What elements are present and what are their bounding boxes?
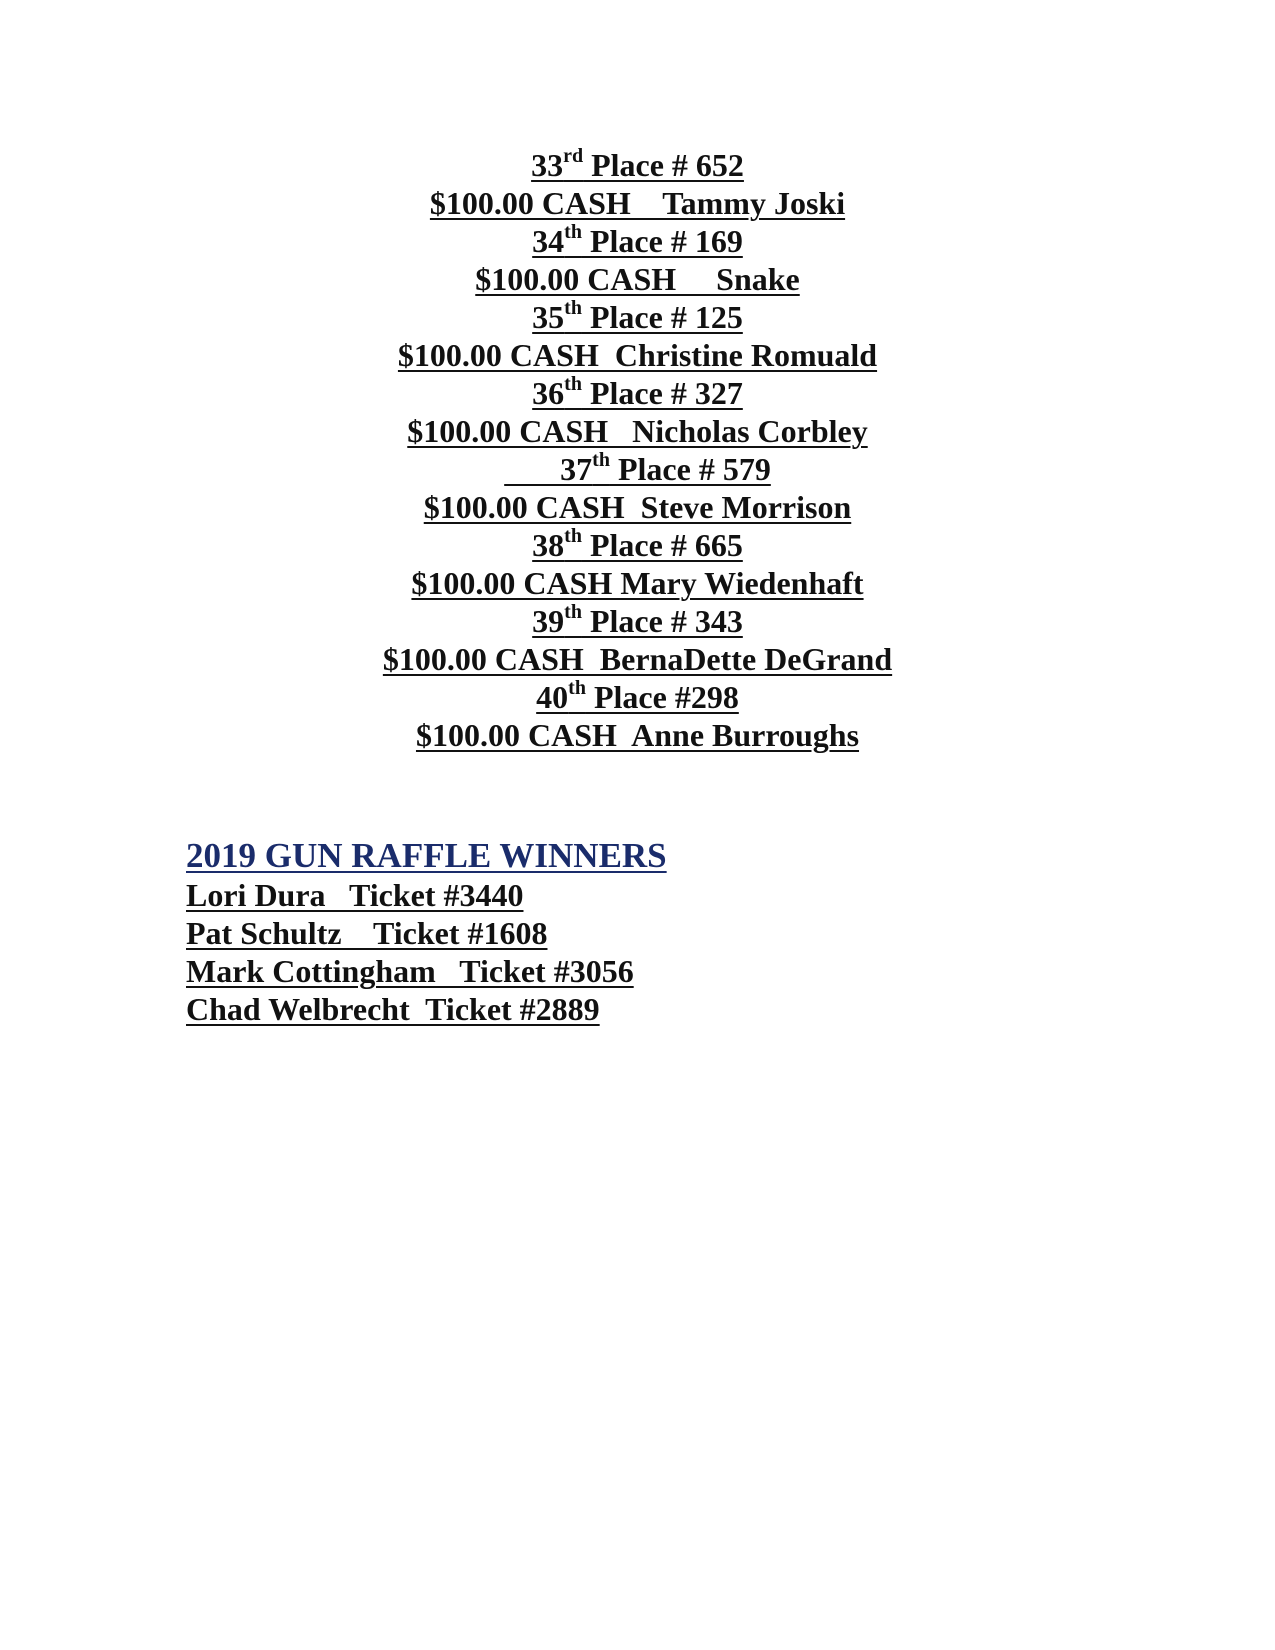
prize-winner: $100.00 CASH BernaDette DeGrand (382, 641, 893, 677)
prize-winner: $100.00 CASH Steve Morrison (423, 489, 852, 525)
place-heading: 33rd Place # 652 (531, 145, 744, 183)
raffle-winner: Lori Dura Ticket #3440 (186, 877, 524, 913)
prize-list (0, 146, 1275, 754)
prize-winner: $100.00 CASH Nicholas Corbley (407, 413, 868, 449)
place-heading: 34th Place # 169 (532, 221, 743, 259)
section-title: 2019 GUN RAFFLE WINNERS (186, 836, 667, 875)
prize-winner: $100.00 CASH Mary Wiedenhaft (411, 565, 864, 601)
place-heading: 37th Place # 579 (504, 449, 771, 487)
place-heading: 38th Place # 665 (532, 525, 743, 563)
prize-winner: $100.00 CASH Anne Burroughs (415, 717, 860, 753)
place-heading: 39th Place # 343 (532, 601, 743, 639)
raffle-winner: Mark Cottingham Ticket #3056 (186, 953, 634, 989)
prize-winner: $100.00 CASH Snake (475, 261, 800, 297)
raffle-winner: Chad Welbrecht Ticket #2889 (186, 991, 600, 1027)
place-heading: 35th Place # 125 (532, 297, 743, 335)
place-heading: 36th Place # 327 (532, 373, 743, 411)
gun-raffle-section (186, 836, 667, 1028)
prize-winner: $100.00 CASH Christine Romuald (397, 337, 878, 373)
prize-winner: $100.00 CASH Tammy Joski (429, 185, 846, 221)
raffle-winner: Pat Schultz Ticket #1608 (186, 915, 548, 951)
place-heading: 40th Place #298 (536, 677, 739, 715)
